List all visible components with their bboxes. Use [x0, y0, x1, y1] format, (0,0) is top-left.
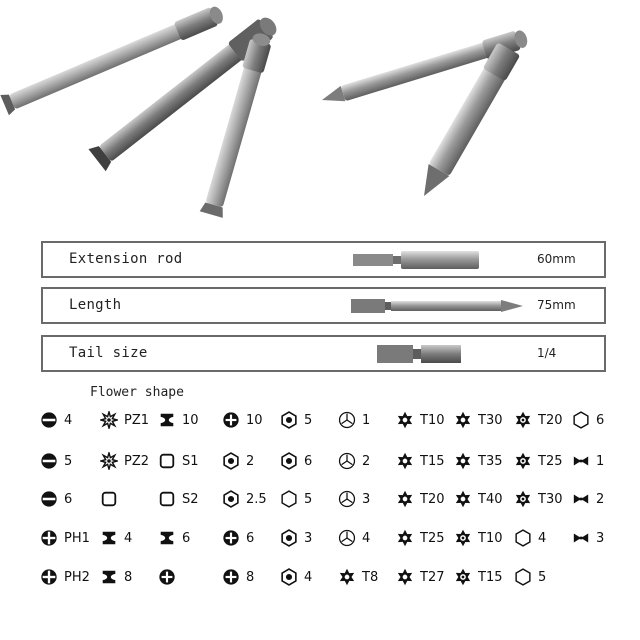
bit-size-label: T27 [420, 569, 445, 585]
bit-size-label: PZ1 [124, 412, 150, 428]
torx-security-icon [454, 529, 472, 547]
bit-size-label: 4 [538, 530, 547, 546]
bit-type-cell [338, 567, 378, 587]
bit-size-label: 1 [596, 453, 605, 469]
bit-size-label: T30 [478, 412, 503, 428]
bit-type-cell [222, 489, 267, 509]
bit-type-cell [572, 528, 604, 548]
bit-size-label: 4 [124, 530, 133, 546]
bit-type-cell [222, 528, 254, 548]
torx-security-icon [514, 452, 532, 470]
spec-value: 75mm [537, 298, 576, 312]
bit-size-label: T10 [420, 412, 445, 428]
bit-type-cell [40, 451, 72, 471]
tri-wing-solid-icon [222, 568, 240, 586]
bit-size-label: PH2 [64, 569, 90, 585]
torx-solid-icon [396, 411, 414, 429]
bit-size-label: 5 [304, 412, 313, 428]
bit-type-cell [396, 567, 444, 587]
torx-solid-icon [396, 490, 414, 508]
hex-dot-icon [280, 411, 298, 429]
spec-label: Tail size [69, 345, 148, 361]
bit-size-label: T30 [538, 491, 563, 507]
spec-label: Extension rod [69, 251, 183, 267]
bit-size-label: PZ2 [124, 453, 150, 469]
tri-wing-outline-icon [338, 490, 356, 508]
bit-type-cell [280, 567, 312, 587]
bit-type-cell [572, 410, 604, 430]
bit-size-label: 4 [304, 569, 313, 585]
square-icon [158, 452, 176, 470]
bit-type-cell [280, 451, 312, 471]
slotted-icon [40, 452, 58, 470]
bit-size-label: 3 [362, 491, 371, 507]
bit-type-cell [396, 451, 444, 471]
bit-type-cell [514, 489, 562, 509]
bit-size-label: S2 [182, 491, 199, 507]
pozidriv-icon [100, 452, 118, 470]
bit-size-label: 5 [64, 453, 73, 469]
bit-size-label: T20 [538, 412, 563, 428]
bit-size-label: T15 [478, 569, 503, 585]
bit-size-label: T25 [420, 530, 445, 546]
bit-type-cell [158, 410, 199, 430]
bit-size-label: T10 [478, 530, 503, 546]
bit-type-cell [280, 528, 312, 548]
bit-type-cell [40, 489, 72, 509]
hex-outline-icon [572, 411, 590, 429]
bit-size-label: 6 [182, 530, 191, 546]
hex-dot-icon [280, 529, 298, 547]
hex-dot-icon [222, 452, 240, 470]
bit-type-cell [40, 528, 90, 548]
spanner-icon [100, 529, 118, 547]
bit-size-label: 8 [246, 569, 255, 585]
extension-rod-icon [351, 245, 483, 275]
tri-wing-outline-icon [338, 529, 356, 547]
bit-type-cell [396, 489, 444, 509]
bowtie-icon [572, 529, 590, 547]
torx-security-icon [514, 490, 532, 508]
spec-value: 1/4 [537, 346, 557, 360]
bit-size-label: PH1 [64, 530, 90, 546]
bit-length-icon [349, 291, 525, 321]
slotted-icon [40, 490, 58, 508]
bowtie-icon [572, 452, 590, 470]
bit-type-cell [222, 567, 254, 587]
hex-outline-icon [280, 490, 298, 508]
bit-size-label: 8 [124, 569, 133, 585]
bit-size-label: 6 [246, 530, 255, 546]
spanner-icon [158, 529, 176, 547]
pozidriv-icon [100, 411, 118, 429]
spanner-icon [158, 411, 176, 429]
spec-row-extension-rod [41, 241, 606, 278]
torx-solid-icon [396, 529, 414, 547]
bit-size-label: 4 [362, 530, 371, 546]
bit-size-label: 6 [64, 491, 73, 507]
bit-size-label: T8 [362, 569, 379, 585]
bit-type-cell [514, 567, 546, 587]
bit-type-cell [100, 489, 118, 509]
bit-size-label: 5 [538, 569, 547, 585]
flower-shape-title: Flower shape [90, 385, 184, 400]
bit-type-cell [572, 489, 604, 509]
bowtie-icon [572, 490, 590, 508]
bit-size-label: T25 [538, 453, 563, 469]
torx-security-icon [514, 411, 532, 429]
bit-type-cell [514, 451, 562, 471]
bit-type-cell [454, 410, 502, 430]
hex-dot-icon [222, 490, 240, 508]
torx-solid-icon [396, 452, 414, 470]
phillips-icon [40, 529, 58, 547]
bit-type-cell [40, 410, 72, 430]
spec-label: Length [69, 297, 122, 313]
tri-wing-outline-icon [338, 452, 356, 470]
hex-dot-icon [280, 568, 298, 586]
torx-solid-icon [454, 452, 472, 470]
bit-size-label: 2.5 [246, 491, 267, 507]
torx-solid-icon [338, 568, 356, 586]
bit-type-cell [338, 410, 370, 430]
torx-solid-icon [454, 490, 472, 508]
tri-wing-solid-icon [158, 568, 176, 586]
bit-size-label: 2 [596, 491, 605, 507]
spanner-icon [100, 568, 118, 586]
bit-size-label: T20 [420, 491, 445, 507]
bit-type-cell [454, 451, 502, 471]
hex-dot-icon [280, 452, 298, 470]
bit-size-label: 5 [304, 491, 313, 507]
bit-type-cell [338, 489, 370, 509]
bit-size-label: 6 [304, 453, 313, 469]
spec-row-tail-size [41, 335, 606, 372]
bit-size-label: T15 [420, 453, 445, 469]
bit-size-label: 3 [596, 530, 605, 546]
bit-type-cell [222, 410, 263, 430]
spec-row-length [41, 287, 606, 324]
bit-type-cell [454, 528, 502, 548]
bit-type-cell [158, 489, 199, 509]
hex-outline-icon [514, 568, 532, 586]
torx-solid-icon [396, 568, 414, 586]
bit-type-cell [454, 489, 502, 509]
bit-type-cell [100, 410, 149, 430]
bit-type-cell [158, 567, 176, 587]
bit-type-cell [572, 451, 604, 471]
bit-type-cell [100, 451, 149, 471]
square-icon [100, 490, 118, 508]
tri-wing-outline-icon [338, 411, 356, 429]
bit-size-label: T35 [478, 453, 503, 469]
bit-type-cell [280, 410, 312, 430]
torx-solid-icon [454, 411, 472, 429]
square-icon [158, 490, 176, 508]
bit-size-label: 3 [304, 530, 313, 546]
product-photo [0, 0, 640, 225]
bit-type-cell [514, 528, 546, 548]
bit-size-label: 10 [246, 412, 263, 428]
bit-type-cell [454, 567, 502, 587]
bit-type-cell [514, 410, 562, 430]
hex-outline-icon [514, 529, 532, 547]
slotted-icon [40, 411, 58, 429]
bit-type-cell [280, 489, 312, 509]
bit-size-label: T40 [478, 491, 503, 507]
bit-type-cell [158, 451, 199, 471]
bit-type-cell [222, 451, 254, 471]
bit-type-cell [100, 528, 132, 548]
torx-security-icon [454, 568, 472, 586]
bit-size-label: 2 [246, 453, 255, 469]
phillips-icon [40, 568, 58, 586]
bit-type-cell [338, 528, 370, 548]
bit-size-label: S1 [182, 453, 199, 469]
tri-wing-solid-icon [222, 529, 240, 547]
bit-type-cell [338, 451, 370, 471]
bit-type-cell [158, 528, 190, 548]
bit-type-cell [100, 567, 132, 587]
bit-size-label: 6 [596, 412, 605, 428]
bit-type-cell [396, 410, 444, 430]
bit-type-cell [40, 567, 90, 587]
bit-type-cell [396, 528, 444, 548]
bit-size-label: 1 [362, 412, 371, 428]
spec-value: 60mm [537, 252, 576, 266]
hex-shank-icon [373, 339, 469, 369]
bit-size-label: 4 [64, 412, 73, 428]
bit-size-label: 10 [182, 412, 199, 428]
tri-wing-solid-icon [222, 411, 240, 429]
bit-size-label: 2 [362, 453, 371, 469]
